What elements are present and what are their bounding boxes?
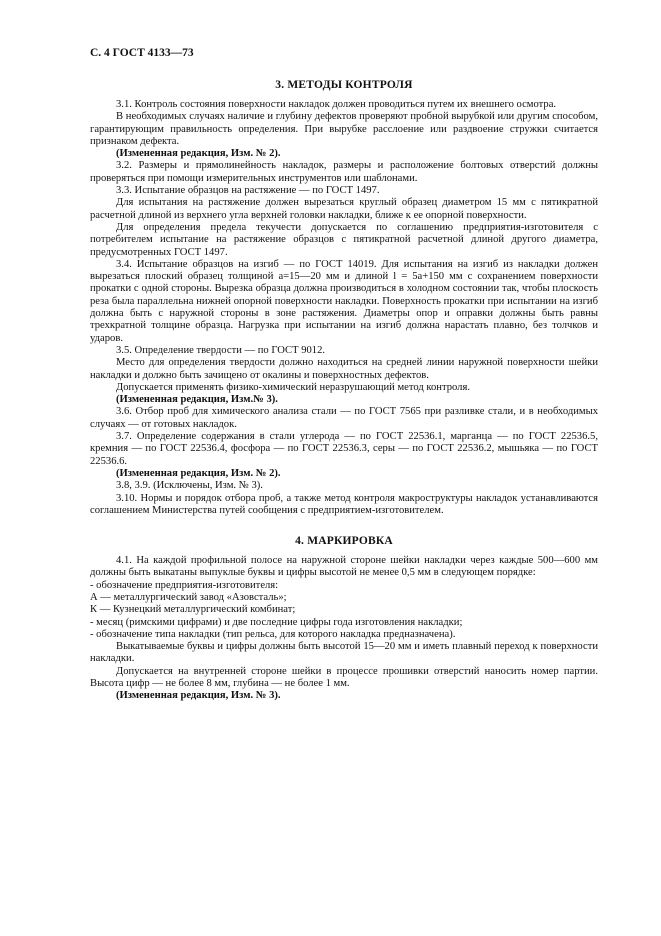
- paragraph: 3.5. Определение твердости — по ГОСТ 9012.: [116, 344, 326, 356]
- paragraph: 3.4. Испытание образцов на изгиб — по ГОСТ 14019. Для испытания на изгиб из накладки должен вырезаться плоский образец толщиной a=15—20 мм и длиной l = 5a+150 мм с сохранением поверхности прокатки с одной стороны. Вырезка образца должна производиться в холодном состоянии так, чтобы плоскость реза была параллельна нижней опорной поверхности накладки. Поверхность прокатки при испытании на изгиб должна быть с наружной стороны в зоне растяжения. Диаметры опор и оправки должны быть равны трехкратной толщине образца. Нагрузка при испытании на изгиб должна нарастать плавно, без толчков и ударов.: [90, 258, 598, 344]
- paragraph: - обозначение предприятия-изготовителя:: [90, 579, 279, 591]
- section-3-title: 3. МЕТОДЫ КОНТРОЛЯ: [275, 79, 413, 91]
- paragraph: (Измененная редакция, Изм.№ 3).: [116, 394, 278, 406]
- paragraph: 3.8, 3.9. (Исключены, Изм. № 3).: [116, 480, 263, 492]
- paragraph: Допускается применять физико-химический неразрушающий метод контроля.: [116, 381, 470, 393]
- paragraph: К — Кузнецкий металлургический комбинат;: [90, 604, 296, 616]
- paragraph: В необходимых случаях наличие и глубину дефектов проверяют пробной вырубкой или другим способом, гарантирующим правильность определения. При вырубке расслоение или раздвоение стружки считается признаком дефекта.: [90, 111, 598, 147]
- running-header: С. 4 ГОСТ 4133—73: [90, 47, 194, 59]
- paragraph: 3.3. Испытание образцов на растяжение — по ГОСТ 1497.: [116, 185, 380, 197]
- paragraph: (Измененная редакция, Изм. № 2).: [116, 467, 281, 479]
- paragraph: - обозначение типа накладки (тип рельса, для которого накладка предназначена).: [90, 628, 456, 640]
- paragraph: 3.2. Размеры и прямолинейность накладок, размеры и расположение болтовых отверстий должны проверяться при помощи измерительных инструментов или шаблонами.: [90, 160, 598, 184]
- paragraph: 3.7. Определение содержания в стали углерода — по ГОСТ 22536.1, марганца — по ГОСТ 22536.5, кремния — по ГОСТ 22536.4, фосфора — по ГОСТ 22536.3, серы — по ГОСТ 22536.2, мышьяка — по ГОСТ 22536.6.: [90, 431, 598, 467]
- paragraph: Выкатываемые буквы и цифры должны быть высотой 15—20 мм и иметь плавный переход к поверхности накладки.: [90, 641, 598, 665]
- paragraph: Для испытания на растяжение должен вырезаться круглый образец диаметром 15 мм с пятикратной расчетной длиной из верхнего угла верхней головки накладки, ближе к ее опорной поверхности.: [90, 197, 598, 221]
- paragraph: 4.1. На каждой профильной полосе на наружной стороне шейки накладки через каждые 500—600 мм должны быть выкатаны выпуклые буквы и цифры высотой не менее 0,5 мм в следующем порядке:: [90, 555, 598, 579]
- paragraph: - месяц (римскими цифрами) и две последние цифры года изготовления накладки;: [90, 616, 463, 628]
- paragraph: 3.6. Отбор проб для химического анализа стали — по ГОСТ 7565 при разливке стали, и в необходимых случаях — от готовых накладок.: [90, 406, 598, 430]
- paragraph: Место для определения твердости должно находиться на средней линии наружной поверхности шейки накладки и должно быть зачищено от окалины и поверхностных дефектов.: [90, 357, 598, 381]
- paragraph: (Измененная редакция, Изм. № 2).: [116, 148, 281, 160]
- section-3-body: [90, 99, 598, 517]
- paragraph: 3.10. Нормы и порядок отбора проб, а также метод контроля макроструктуры накладок устанавливаются соглашением Министерства путей сообщения с предприятием-изготовителем.: [90, 492, 598, 516]
- section-4-title: 4. МАРКИРОВКА: [295, 535, 393, 548]
- paragraph: Допускается на внутренней стороне шейки в процессе прошивки отверстий наносить номер партии. Высота цифр — не более 8 мм, глубина — не более 1 мм.: [90, 665, 598, 690]
- paragraph: А — металлургический завод «Азовсталь»;: [90, 591, 287, 603]
- paragraph: 3.1. Контроль состояния поверхности накладок должен проводиться путем их внешнего осмотра.: [116, 99, 557, 110]
- section-4-body: [90, 555, 598, 703]
- paragraph: (Измененная редакция, Изм. № 3).: [116, 690, 281, 702]
- paragraph: Для определения предела текучести допускается по соглашению предприятия-изготовителя с потребителем испытание на растяжение образцов с пятикратной расчетной длиной другого диаметра, предусмотренных ГОСТ 1497.: [90, 221, 598, 258]
